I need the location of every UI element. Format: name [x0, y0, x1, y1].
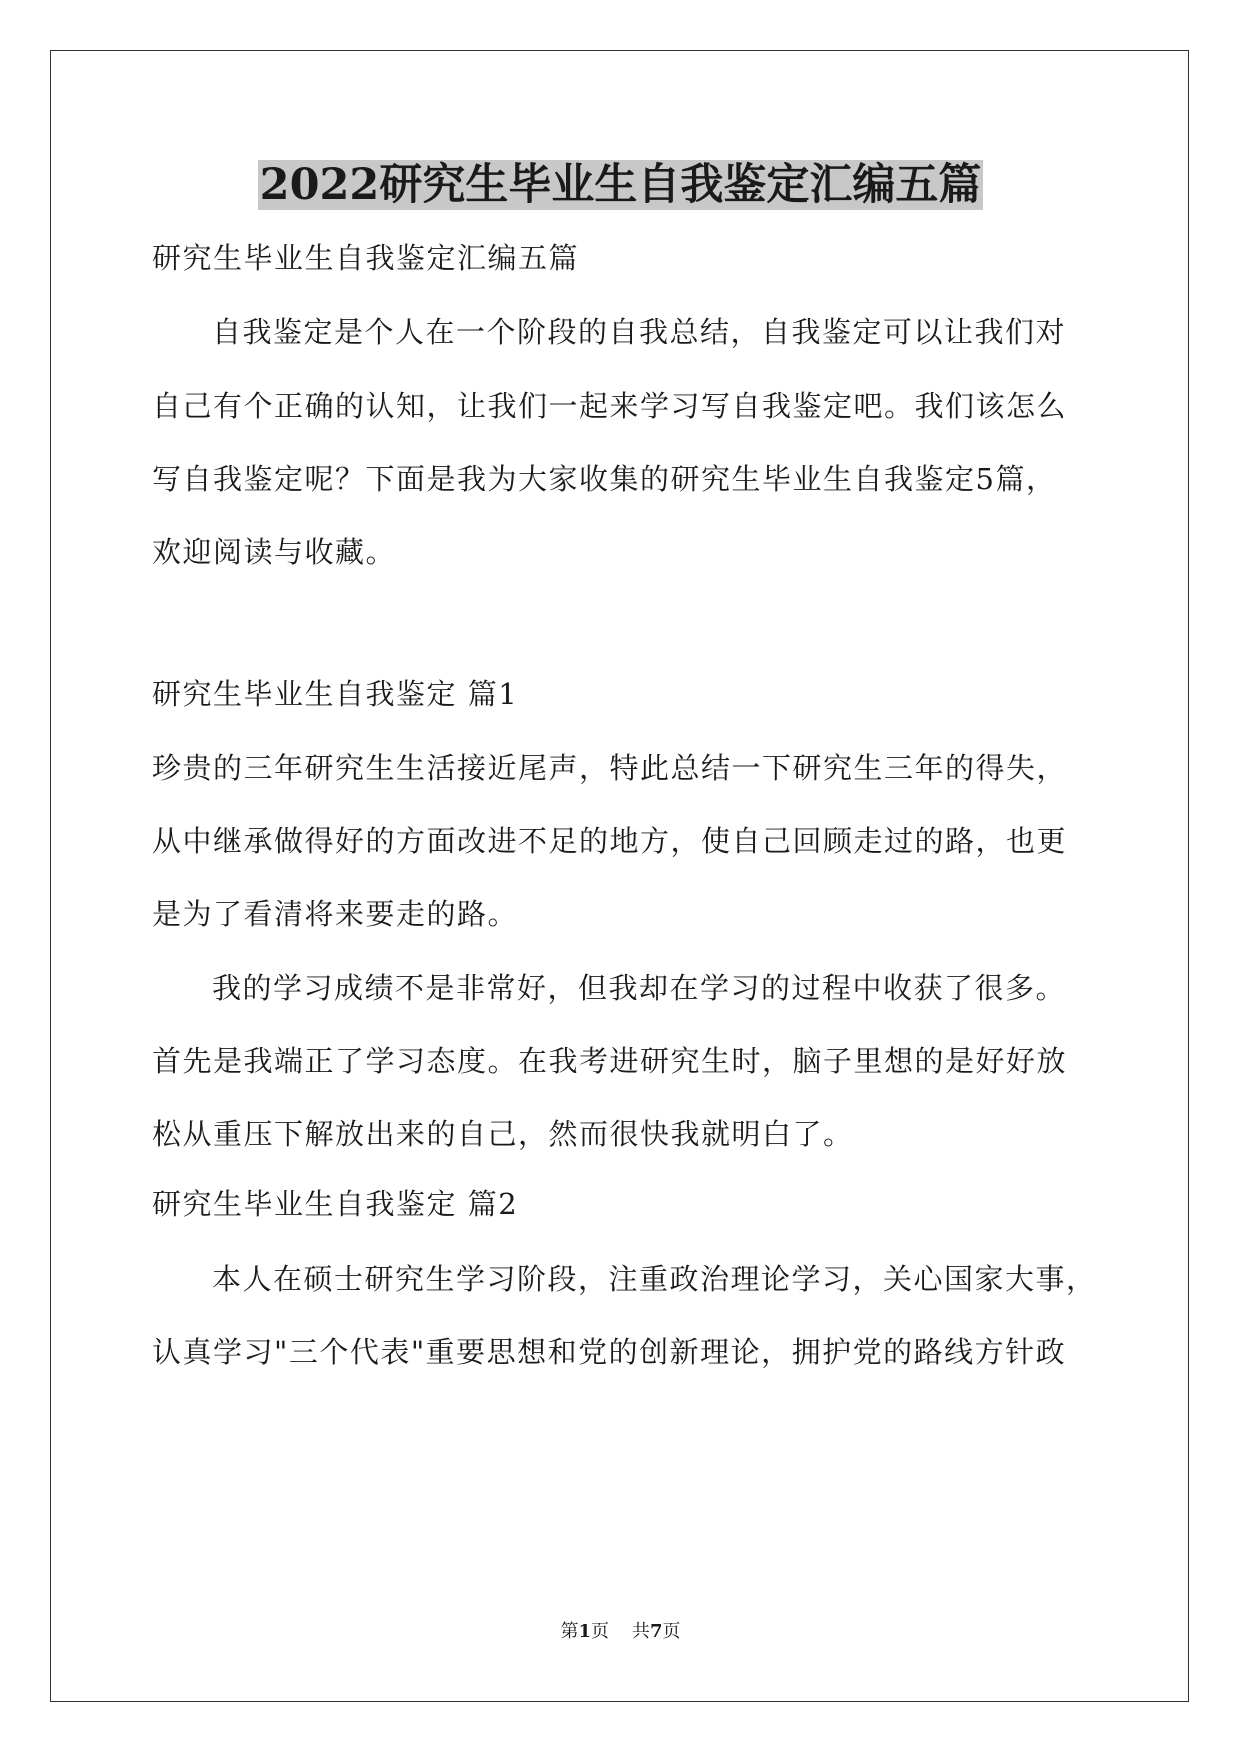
body-line: 松从重压下解放出来的自己，然而很快我就明白了。 — [152, 1117, 854, 1151]
page-border — [50, 50, 1189, 1702]
intro-line: 自己有个正确的认知，让我们一起来学习写自我鉴定吧。我们该怎么 — [152, 389, 1068, 423]
intro-line: 写自我鉴定呢？下面是我为大家收集的研究生毕业生自我鉴定5篇， — [152, 462, 1057, 496]
body-line: 我的学习成绩不是非常好，但我却在学习的过程中收获了很多。 — [212, 971, 1067, 1005]
body-line: 是为了看清将来要走的路。 — [152, 897, 519, 931]
body-line: 本人在硕士研究生学习阶段，注重政治理论学习，关心国家大事， — [212, 1262, 1097, 1296]
footer-prefix: 第 — [560, 1621, 579, 1642]
page-footer — [0, 1620, 1241, 1644]
intro-line: 自我鉴定是个人在一个阶段的自我总结，自我鉴定可以让我们对 — [212, 315, 1067, 349]
footer-suffix: 页 — [662, 1621, 681, 1642]
footer-middle: 页 共 — [591, 1621, 650, 1642]
footer-page-number: 1 — [578, 1621, 592, 1642]
body-line: 从中继承做得好的方面改进不足的地方，使自己回顾走过的路，也更 — [152, 824, 1068, 858]
section-heading-2: 研究生毕业生自我鉴定 篇2 — [152, 1187, 519, 1221]
document-title-text: 2022研究生毕业生自我鉴定汇编五篇 — [259, 160, 982, 210]
footer-total-pages: 7 — [649, 1621, 663, 1642]
body-line: 珍贵的三年研究生生活接近尾声，特此总结一下研究生三年的得失， — [152, 751, 1068, 785]
document-title — [0, 155, 1241, 215]
body-line: 首先是我端正了学习态度。在我考进研究生时，脑子里想的是好好放 — [152, 1044, 1068, 1078]
subtitle: 研究生毕业生自我鉴定汇编五篇 — [152, 241, 580, 275]
intro-line: 欢迎阅读与收藏。 — [152, 535, 397, 569]
body-line: 认真学习"三个代表"重要思想和党的创新理论，拥护党的路线方针政 — [152, 1335, 1067, 1369]
section-heading-1: 研究生毕业生自我鉴定 篇1 — [152, 677, 519, 711]
